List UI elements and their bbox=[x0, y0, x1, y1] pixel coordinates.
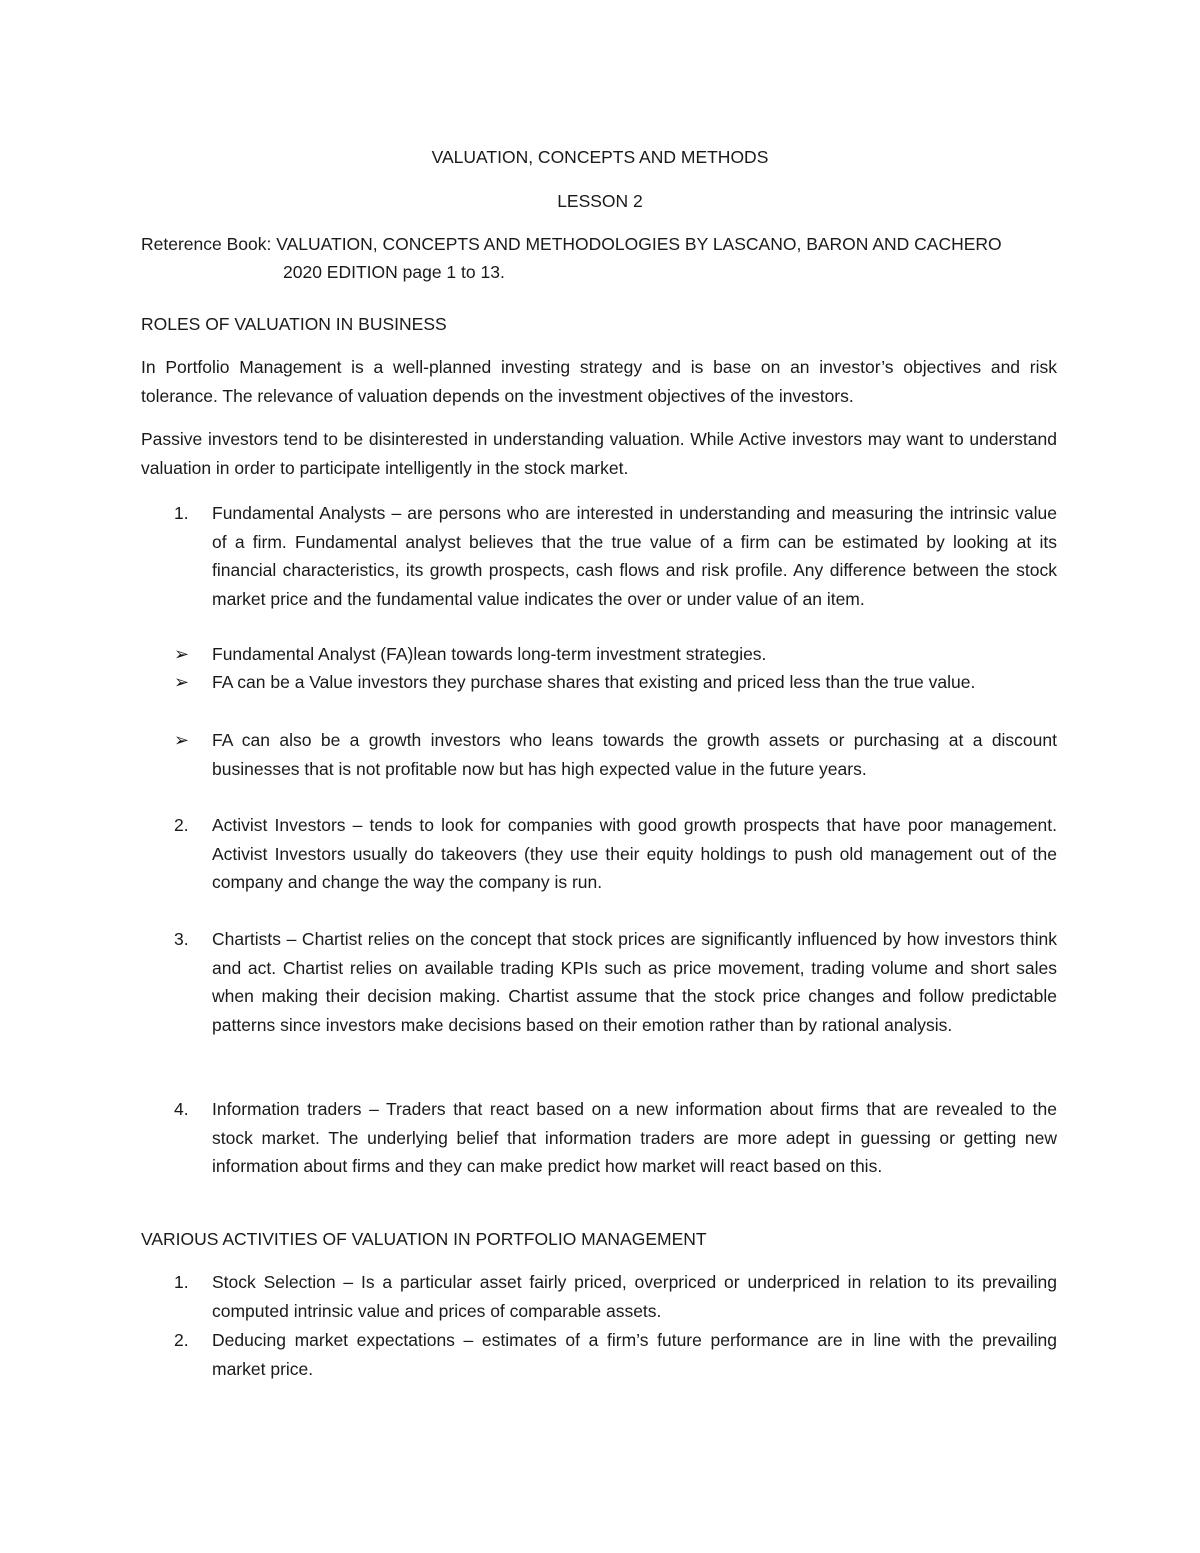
list-item-text: Fundamental Analysts – are persons who are interested in understanding and measuring the intrinsic value of a firm. Fundamental analyst believes that the true value of a firm can be estimated by looking at its financial characteristics, its growth prospects, cash flows and risk profile. Any difference between the stock market price and the fundamental value indicates the over or under value of an item. bbox=[212, 503, 1057, 609]
bullet-item bbox=[141, 640, 1057, 669]
list-number: 4. bbox=[174, 1099, 189, 1119]
reference-line-1: Reterence Book: VALUATION, CONCEPTS AND METHODOLOGIES BY LASCANO, BARON AND CACHERO bbox=[141, 234, 1002, 254]
list-item-text: Information traders – Traders that react based on a new information about firms that are revealed to the stock market. The underlying belief that information traders are more adept in guessing or getting new information about firms and they can make predict how market will react based on this. bbox=[212, 1099, 1057, 1176]
bullet-text: FA can be a Value investors they purchase shares that existing and priced less than the true value. bbox=[212, 672, 976, 692]
list-item bbox=[141, 925, 1057, 1039]
lesson-label: LESSON 2 bbox=[557, 191, 643, 211]
list-item bbox=[141, 811, 1057, 897]
list-item bbox=[141, 1095, 1057, 1181]
paragraph-passive-active: Passive investors tend to be disinterested in understanding valuation. While Active investors may want to understand valuation in order to participate intelligently in the stock market. bbox=[141, 429, 1057, 478]
section-heading-roles: ROLES OF VALUATION IN BUSINESS bbox=[141, 314, 447, 334]
doc-title: VALUATION, CONCEPTS AND METHODS bbox=[431, 147, 769, 167]
paragraph-portfolio-management: In Portfolio Management is a well-planned investing strategy and is base on an investor’s objectives and risk tolerance. The relevance of valuation depends on the investment objectives of the investors. bbox=[141, 357, 1057, 406]
list-item-text: Chartists – Chartist relies on the concept that stock prices are significantly influenced by how investors think and act. Chartist relies on available trading KPIs such as price movement, trading volume and short sales when making their decision making. Chartist assume that the stock price changes and follow predictable patterns since investors make decisions based on their emotion rather than by rational analysis. bbox=[212, 929, 1057, 1035]
bullet-item bbox=[141, 668, 1057, 697]
arrow-bullet-icon: ➢ bbox=[174, 730, 190, 750]
list-number: 1. bbox=[174, 503, 189, 523]
list-item-text: Activist Investors – tends to look for companies with good growth prospects that have poor management. Activist Investors usually do takeovers (they use their equity holdings to push old management out of the company and change the way the company is run. bbox=[212, 815, 1057, 892]
reference-line-2: 2020 EDITION page 1 to 13. bbox=[283, 262, 505, 282]
bullet-item bbox=[141, 726, 1057, 783]
list-number: 2. bbox=[174, 815, 189, 835]
list-item bbox=[141, 499, 1057, 613]
list-item-text: Stock Selection – Is a particular asset fairly priced, overpriced or underpriced in relation to its prevailing computed intrinsic value and prices of comparable assets. bbox=[212, 1272, 1057, 1321]
list-item-text: Deducing market expectations – estimates of a firm’s future performance are in line with the prevailing market price. bbox=[212, 1330, 1057, 1379]
arrow-bullet-icon: ➢ bbox=[174, 644, 190, 664]
bullet-text: FA can also be a growth investors who leans towards the growth assets or purchasing at a discount businesses that is not profitable now but has high expected value in the future years. bbox=[212, 730, 1057, 779]
section-heading-activities: VARIOUS ACTIVITIES OF VALUATION IN PORTFOLIO MANAGEMENT bbox=[141, 1229, 707, 1249]
list-number: 3. bbox=[174, 929, 189, 949]
list-item bbox=[141, 1268, 1057, 1325]
arrow-bullet-icon: ➢ bbox=[174, 672, 190, 692]
list-number: 2. bbox=[174, 1330, 189, 1350]
list-number: 1. bbox=[174, 1272, 189, 1292]
bullet-text: Fundamental Analyst (FA)lean towards long-term investment strategies. bbox=[212, 644, 767, 664]
list-item bbox=[141, 1326, 1057, 1383]
